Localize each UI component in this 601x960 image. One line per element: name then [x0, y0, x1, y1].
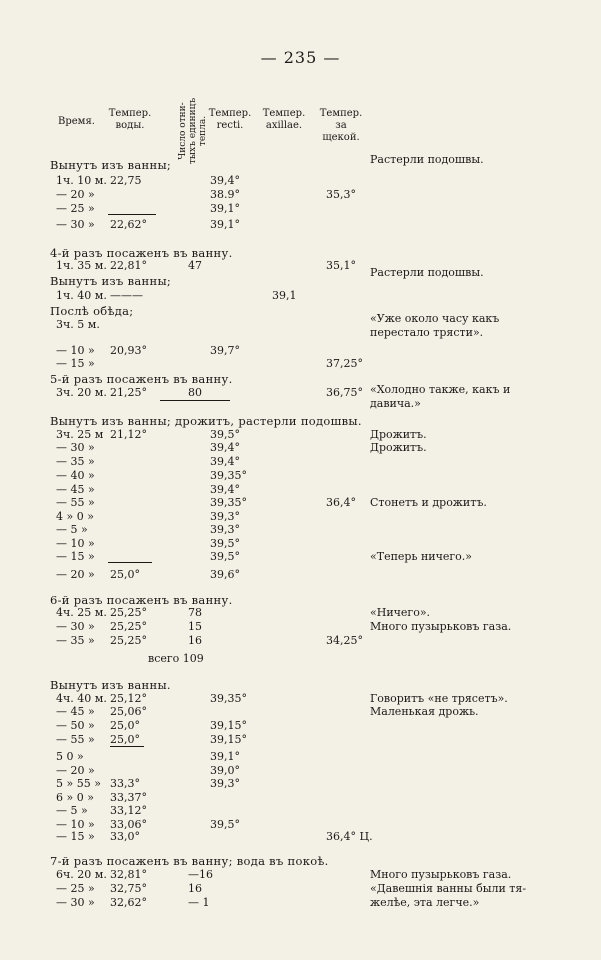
recti-temp-cell: 39,35°	[210, 692, 247, 705]
heat-units-cell: 78	[188, 606, 202, 619]
time-cell: 1ч. 10 м.	[56, 174, 107, 187]
table-row	[0, 174, 601, 188]
column-header-cheek: Темпер. за щекой.	[319, 108, 363, 143]
note-cell: «Ничего».	[370, 606, 431, 619]
time-cell: — 20 »	[56, 188, 95, 201]
time-cell: 4 » 0 »	[56, 510, 94, 523]
table-row	[0, 537, 601, 551]
time-cell: — 10 »	[56, 344, 95, 357]
recti-temp-cell: 39,5°	[210, 550, 240, 563]
note-cell: Дрожитъ.	[370, 428, 427, 441]
water-temp-cell: 22,81°	[110, 259, 147, 272]
water-temp-cell: 33,12°	[110, 804, 147, 817]
table-row	[0, 510, 601, 524]
table-row	[0, 469, 601, 483]
section-heading: 5-й разъ посаженъ въ ванну.	[50, 372, 233, 386]
water-temp-cell: 33,37°	[110, 791, 147, 804]
margin-note: Растерли подошвы.	[370, 153, 484, 166]
table-row	[0, 804, 601, 818]
time-cell: 3ч. 25 м	[56, 428, 104, 441]
time-cell: — 15 »	[56, 550, 95, 563]
table-row	[0, 896, 601, 910]
time-cell: 1ч. 35 м.	[56, 259, 107, 272]
water-temp-cell: 21,12°	[110, 428, 147, 441]
section-heading: 4-й разъ посаженъ въ ванну.	[50, 246, 233, 260]
time-cell: — 45 »	[56, 705, 95, 718]
time-cell: 4ч. 40 м.	[56, 692, 107, 705]
recti-temp-cell: 39,4°	[210, 441, 240, 454]
recti-temp-cell: 39,3°	[210, 510, 240, 523]
column-header-water: Темпер. воды.	[108, 108, 152, 131]
note-cell: Стонетъ и дрожитъ.	[370, 496, 487, 509]
heat-units-cell: —16	[188, 868, 213, 881]
recti-temp-cell: 39,4°	[210, 483, 240, 496]
column-header-heat-units: Число отни- тыхъ единицъ тепла.	[178, 97, 208, 165]
recti-temp-cell: 39,15°	[210, 719, 247, 732]
table-row	[0, 791, 601, 805]
time-cell: — 30 »	[56, 218, 95, 231]
table-row	[0, 692, 601, 706]
section-heading: 6-й разъ посаженъ въ ванну.	[50, 593, 233, 607]
water-temp-cell: 20,93°	[110, 344, 147, 357]
note-cell: Говоритъ «не трясетъ».	[370, 692, 508, 705]
water-temp-cell: 32,75°	[110, 882, 147, 895]
column-header-axillae: Темпер. axillae.	[262, 108, 306, 131]
water-temp-cell: 25,25°	[110, 620, 147, 633]
section-heading: Вынутъ изъ ванны; дрожитъ, растерли подошвы.	[50, 414, 362, 428]
section-heading: 7-й разъ посаженъ въ ванну; вода въ покоѣ.	[50, 854, 329, 868]
table-row	[0, 455, 601, 469]
table-row	[0, 496, 601, 510]
recti-temp-cell: 39,4°	[210, 174, 240, 187]
time-cell: 5 0 »	[56, 750, 84, 763]
cheek-temp-cell: 36,75°	[326, 386, 363, 399]
table-row	[0, 289, 601, 303]
table-row	[0, 606, 601, 620]
recti-temp-cell: 39,5°	[210, 537, 240, 550]
table-row	[0, 188, 601, 202]
section-heading: Послѣ обѣда;	[50, 304, 134, 318]
time-cell: — 20 »	[56, 568, 95, 581]
table-row	[0, 550, 601, 564]
cheek-temp-cell: 36,4°	[326, 496, 356, 509]
time-cell: — 25 »	[56, 202, 95, 215]
table-row	[0, 750, 601, 764]
note-cell: Много пузырьковъ газа.	[370, 620, 512, 633]
time-cell: — 15 »	[56, 830, 95, 843]
recti-temp-cell: 39,35°	[210, 496, 247, 509]
table-row	[0, 483, 601, 497]
recti-temp-cell: 39,3°	[210, 777, 240, 790]
time-cell: — 30 »	[56, 441, 95, 454]
water-temp-cell: 32,81°	[110, 868, 147, 881]
section-heading: Вынутъ изъ ванны;	[50, 274, 172, 288]
water-temp-cell: 25,0°	[110, 719, 140, 732]
section-heading: Вынутъ изъ ванны.	[50, 678, 171, 692]
margin-note: «Холодно также, какъ и давича.»	[370, 383, 511, 410]
time-cell: — 50 »	[56, 719, 95, 732]
water-temp-cell: 22,75	[110, 174, 142, 187]
recti-temp-cell: 39,15°	[210, 733, 247, 746]
table-row	[0, 523, 601, 537]
margin-note: Растерли подошвы.	[370, 266, 484, 279]
margin-note: «Уже около часу какъ перестало трясти».	[370, 312, 500, 339]
table-row	[0, 733, 601, 747]
table-row	[0, 830, 601, 844]
heat-units-cell: 47	[188, 259, 202, 272]
time-cell: — 30 »	[56, 896, 95, 909]
recti-temp-cell: 39,5°	[210, 818, 240, 831]
column-header-time: Время.	[58, 116, 95, 127]
time-cell: 3ч. 5 м.	[56, 318, 100, 331]
recti-temp-cell: 39,7°	[210, 344, 240, 357]
recti-temp-cell: 39,1°	[210, 202, 240, 215]
water-temp-cell: 25,25°	[110, 606, 147, 619]
note-cell: «Теперь ничего.»	[370, 550, 473, 563]
note-cell: Много пузырьковъ газа.	[370, 868, 512, 881]
time-cell: — 25 »	[56, 882, 95, 895]
time-cell: 6 » 0 »	[56, 791, 94, 804]
note-cell: «Давешнія ванны были тя-	[370, 882, 527, 895]
table-row	[0, 777, 601, 791]
section-heading: Вынутъ изъ ванны;	[50, 158, 172, 172]
recti-temp-cell: 39,1°	[210, 750, 240, 763]
recti-temp-cell: 39,3°	[210, 523, 240, 536]
water-temp-cell: 25,25°	[110, 634, 147, 647]
divider	[108, 214, 156, 215]
note-cell: желѣе, эта легче.»	[370, 896, 480, 909]
water-temp-cell: 33,0°	[110, 830, 140, 843]
recti-temp-cell: 39,6°	[210, 568, 240, 581]
time-cell: 1ч. 40 м.	[56, 289, 107, 302]
recti-temp-cell: 38.9°	[210, 188, 240, 201]
table-row	[0, 202, 601, 216]
table-row	[0, 868, 601, 882]
recti-temp-cell: 39,5°	[210, 428, 240, 441]
total-label: всего 109	[148, 652, 204, 665]
table-row	[0, 620, 601, 634]
recti-temp-cell: 39,1°	[210, 218, 240, 231]
time-cell: 5 » 55 »	[56, 777, 101, 790]
water-temp-cell: 22,62°	[110, 218, 147, 231]
water-temp-cell: 32,62°	[110, 896, 147, 909]
heat-units-cell: 80	[188, 386, 202, 399]
time-cell: — 30 »	[56, 620, 95, 633]
water-temp-cell: 25,0°	[110, 733, 140, 746]
column-header-recti: Темпер. recti.	[208, 108, 252, 131]
cheek-temp-cell: 34,25°	[326, 634, 363, 647]
time-cell: 4ч. 25 м.	[56, 606, 107, 619]
heat-units-cell: 15	[188, 620, 202, 633]
heat-units-cell: — 1	[188, 896, 210, 909]
table-row	[0, 344, 601, 358]
cheek-temp-cell: 37,25°	[326, 357, 363, 370]
time-cell: — 10 »	[56, 537, 95, 550]
axillae-temp-cell: 39,1	[272, 289, 297, 302]
table-row	[0, 568, 601, 582]
recti-temp-cell: 39,4°	[210, 455, 240, 468]
divider	[110, 746, 144, 747]
time-cell: — 35 »	[56, 455, 95, 468]
time-cell: — 10 »	[56, 818, 95, 831]
time-cell: — 20 »	[56, 764, 95, 777]
cheek-temp-cell: 35,1°	[326, 259, 356, 272]
recti-temp-cell: 39,0°	[210, 764, 240, 777]
time-cell: — 5 »	[56, 804, 88, 817]
heat-units-cell: 16	[188, 634, 202, 647]
time-cell: 6ч. 20 м.	[56, 868, 107, 881]
time-cell: — 15 »	[56, 357, 95, 370]
water-temp-cell: 25,06°	[110, 705, 147, 718]
note-cell: Маленькая дрожь.	[370, 705, 479, 718]
table-row	[0, 428, 601, 442]
table-row	[0, 357, 601, 371]
table-row	[0, 719, 601, 733]
page-number: — 235 —	[260, 48, 341, 67]
time-cell: — 35 »	[56, 634, 95, 647]
water-temp-cell: 25,0°	[110, 568, 140, 581]
time-cell: — 45 »	[56, 483, 95, 496]
cheek-temp-cell: 36,4° Ц.	[326, 830, 373, 843]
table-row	[0, 882, 601, 896]
table-row	[0, 441, 601, 455]
table-row	[0, 705, 601, 719]
water-temp-cell: 33,3°	[110, 777, 140, 790]
time-cell: — 40 »	[56, 469, 95, 482]
water-temp-cell: 25,12°	[110, 692, 147, 705]
time-cell: 3ч. 20 м.	[56, 386, 107, 399]
divider	[160, 400, 230, 401]
water-temp-cell: ———	[110, 289, 143, 302]
time-cell: — 55 »	[56, 733, 95, 746]
water-temp-cell: 33,06°	[110, 818, 147, 831]
time-cell: — 5 »	[56, 523, 88, 536]
note-cell: Дрожитъ.	[370, 441, 427, 454]
total-row	[0, 652, 601, 666]
time-cell: — 55 »	[56, 496, 95, 509]
table-row	[0, 764, 601, 778]
table-row	[0, 634, 601, 648]
divider	[108, 562, 152, 563]
recti-temp-cell: 39,35°	[210, 469, 247, 482]
water-temp-cell: 21,25°	[110, 386, 147, 399]
heat-units-cell: 16	[188, 882, 202, 895]
cheek-temp-cell: 35,3°	[326, 188, 356, 201]
table-row	[0, 218, 601, 232]
